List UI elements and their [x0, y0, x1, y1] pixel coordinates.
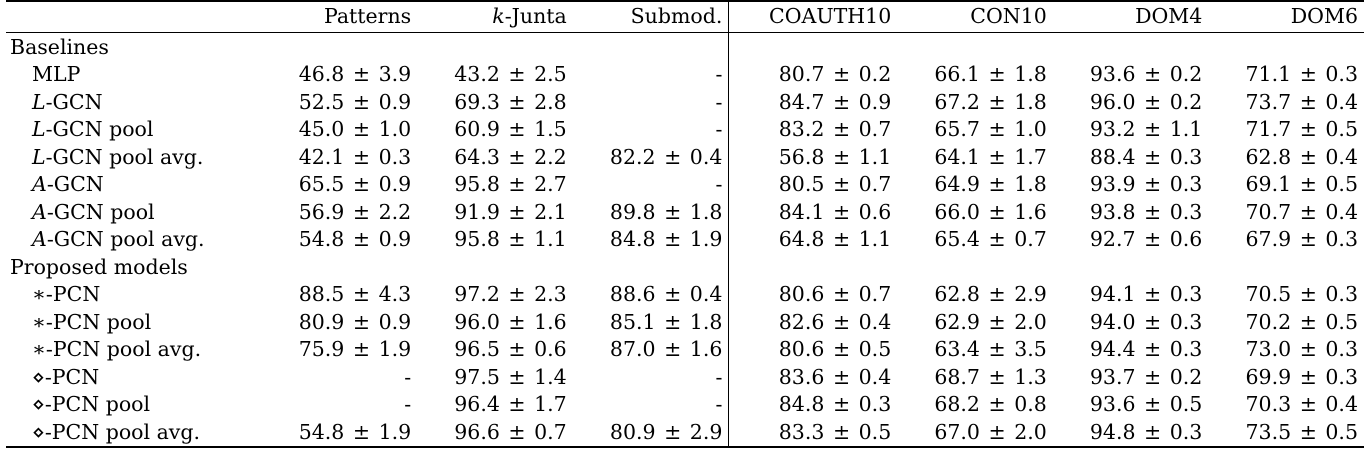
group-label: Proposed models	[10, 254, 188, 279]
table-cell: 63.4 ± 3.5	[934, 337, 1047, 361]
table-cell: 95.8 ± 2.7	[454, 172, 567, 196]
table-cell: 42.1 ± 0.3	[298, 144, 412, 169]
table-cell: 56.8 ± 1.1	[729, 143, 897, 171]
table-cell: 65.4 ± 0.7	[934, 227, 1047, 251]
table-cell: -	[715, 117, 723, 141]
bottom-rule-cell	[1208, 447, 1364, 450]
table-cell: 70.3 ± 0.4	[1245, 392, 1358, 416]
bottom-rule-cell	[729, 447, 897, 450]
table-cell: 64.3 ± 2.2	[454, 144, 567, 169]
table-cell: 85.1 ± 1.8	[609, 309, 723, 334]
table-row	[6, 61, 1364, 89]
table-cell: 70.7 ± 0.4	[1245, 199, 1358, 224]
table-cell: 80.5 ± 0.7	[729, 171, 897, 199]
group-spacer-cell	[417, 253, 573, 281]
table-cell: 80.7 ± 0.2	[729, 61, 897, 89]
table-cell: 84.8 ± 1.9	[609, 227, 723, 251]
table-cell: 73.7 ± 0.4	[1245, 89, 1358, 114]
table-cell: -	[715, 392, 723, 416]
table-cell: 71.1 ± 0.3	[1245, 62, 1358, 86]
results-table	[6, 0, 1364, 450]
table-cell: -	[715, 89, 723, 114]
table-cell: 94.8 ± 0.3	[1089, 419, 1203, 444]
row-model-label: L-GCN pool avg.	[32, 144, 204, 169]
table-cell: 45.0 ± 1.0	[298, 117, 412, 141]
group-spacer-cell	[729, 253, 897, 281]
group-row	[6, 33, 1364, 61]
table-cell: 82.6 ± 0.4	[729, 308, 897, 336]
table-cell: 92.7 ± 0.6	[1089, 227, 1203, 251]
bottom-rule-cell	[417, 447, 573, 450]
table-cell: 64.9 ± 1.8	[934, 172, 1047, 196]
bottom-rule-cell	[262, 447, 418, 450]
bottom-rule-cell	[1053, 447, 1209, 450]
table-cell: 64.8 ± 1.1	[729, 226, 897, 254]
table-cell: 94.1 ± 0.3	[1089, 282, 1203, 306]
table-cell: 70.2 ± 0.5	[1245, 309, 1358, 334]
table-row	[6, 281, 1364, 309]
table-bottom-rule	[6, 447, 1364, 450]
bottom-rule-cell	[897, 447, 1053, 450]
group-row	[6, 253, 1364, 281]
table-cell: 84.8 ± 0.3	[729, 391, 897, 419]
column-header-6: DOM4	[1053, 1, 1209, 33]
row-model-label: ⋄-PCN pool avg.	[32, 419, 201, 444]
table-cell: 94.4 ± 0.3	[1089, 337, 1203, 361]
column-header-0	[6, 1, 262, 33]
table-cell: 80.6 ± 0.7	[729, 281, 897, 309]
group-spacer-cell	[573, 253, 729, 281]
row-model-label: ⋄-PCN pool	[32, 392, 151, 416]
row-model-label: MLP	[32, 62, 81, 86]
table-cell: 71.7 ± 0.5	[1245, 117, 1358, 141]
table-row	[6, 418, 1364, 447]
table-cell: 67.0 ± 2.0	[934, 419, 1047, 444]
column-header-4: COAUTH10	[729, 1, 897, 33]
table-cell: 93.9 ± 0.3	[1089, 172, 1203, 196]
table-cell: 91.9 ± 2.1	[454, 199, 567, 224]
column-header-5: CON10	[897, 1, 1053, 33]
table-cell: 84.7 ± 0.9	[729, 88, 897, 116]
table-cell: 82.2 ± 0.4	[609, 144, 723, 169]
row-model-label: L-GCN	[32, 89, 103, 114]
table-header-row	[6, 1, 1364, 33]
table-cell: 83.6 ± 0.4	[729, 363, 897, 391]
group-spacer-cell	[897, 33, 1053, 61]
table-cell: 80.6 ± 0.5	[729, 336, 897, 364]
table-cell: 93.8 ± 0.3	[1089, 199, 1203, 224]
group-spacer-cell	[262, 33, 418, 61]
table-cell: 60.9 ± 1.5	[454, 117, 567, 141]
table-row	[6, 226, 1364, 254]
table-cell: 88.6 ± 0.4	[609, 282, 723, 306]
row-model-label: A-GCN pool	[32, 199, 155, 224]
table-cell: 89.8 ± 1.8	[609, 199, 723, 224]
table-cell: 75.9 ± 1.9	[298, 337, 412, 361]
table-cell: 83.2 ± 0.7	[729, 116, 897, 144]
group-spacer-cell	[262, 253, 418, 281]
column-header-1: Patterns	[262, 1, 418, 33]
group-spacer-cell	[573, 33, 729, 61]
table-cell: 80.9 ± 2.9	[609, 419, 723, 444]
table-cell: 93.7 ± 0.2	[1089, 364, 1203, 389]
table-cell: 69.9 ± 0.3	[1245, 364, 1358, 389]
table-row	[6, 363, 1364, 391]
table-cell: 62.8 ± 0.4	[1245, 144, 1358, 169]
row-model-label: ⋄-PCN	[32, 364, 100, 389]
table-cell: 84.1 ± 0.6	[729, 198, 897, 226]
table-cell: 64.1 ± 1.7	[934, 144, 1047, 169]
row-model-label: ∗-PCN	[32, 282, 101, 306]
table-cell: 62.8 ± 2.9	[934, 282, 1047, 306]
table-row	[6, 391, 1364, 419]
table-cell: 96.0 ± 0.2	[1089, 89, 1203, 114]
group-spacer-cell	[1053, 253, 1209, 281]
table-cell: 68.7 ± 1.3	[934, 364, 1047, 389]
table-cell: 83.3 ± 0.5	[729, 418, 897, 447]
table-cell: 87.0 ± 1.6	[609, 337, 723, 361]
column-header-2: k-Junta	[417, 1, 573, 33]
table-cell: 96.4 ± 1.7	[454, 392, 567, 416]
table-cell: 66.1 ± 1.8	[934, 62, 1047, 86]
table-cell: 69.3 ± 2.8	[454, 89, 567, 114]
table-cell: -	[404, 364, 412, 389]
table-cell: 93.6 ± 0.2	[1089, 62, 1203, 86]
row-model-label: L-GCN pool	[32, 117, 154, 141]
table-row	[6, 198, 1364, 226]
table-row	[6, 336, 1364, 364]
table-cell: 67.9 ± 0.3	[1245, 227, 1358, 251]
table-cell: 46.8 ± 3.9	[298, 62, 412, 86]
table-row	[6, 171, 1364, 199]
table-cell: 54.8 ± 0.9	[298, 227, 412, 251]
table-row	[6, 116, 1364, 144]
group-spacer-cell	[1208, 253, 1364, 281]
table-cell: 93.6 ± 0.5	[1089, 392, 1203, 416]
bottom-rule-cell	[573, 447, 729, 450]
table-cell: 52.5 ± 0.9	[298, 89, 412, 114]
table-cell: 65.5 ± 0.9	[298, 172, 412, 196]
table-cell: 65.7 ± 1.0	[934, 117, 1047, 141]
table-cell: 88.4 ± 0.3	[1089, 144, 1203, 169]
table-cell: -	[715, 62, 723, 86]
group-spacer-cell	[417, 33, 573, 61]
group-spacer-cell	[1053, 33, 1209, 61]
group-label: Baselines	[10, 34, 109, 59]
row-model-label: ∗-PCN pool	[32, 309, 152, 334]
table-cell: 67.2 ± 1.8	[934, 89, 1047, 114]
table-cell: 69.1 ± 0.5	[1245, 172, 1358, 196]
group-spacer-cell	[729, 33, 897, 61]
table-cell: 73.0 ± 0.3	[1245, 337, 1358, 361]
table-cell: 80.9 ± 0.9	[298, 309, 412, 334]
row-model-label: A-GCN pool avg.	[32, 227, 205, 251]
column-header-7: DOM6	[1208, 1, 1364, 33]
table-cell: 70.5 ± 0.3	[1245, 282, 1358, 306]
table-cell: 62.9 ± 2.0	[934, 309, 1047, 334]
table-cell: -	[715, 172, 723, 196]
group-spacer-cell	[897, 253, 1053, 281]
table-cell: 94.0 ± 0.3	[1089, 309, 1203, 334]
table-cell: 68.2 ± 0.8	[934, 392, 1047, 416]
table-cell: 56.9 ± 2.2	[298, 199, 412, 224]
table-row	[6, 88, 1364, 116]
table-row	[6, 143, 1364, 171]
table-cell: 96.0 ± 1.6	[454, 309, 567, 334]
table-row	[6, 308, 1364, 336]
table-cell: 96.5 ± 0.6	[454, 337, 567, 361]
table-cell: 43.2 ± 2.5	[454, 62, 567, 86]
table-cell: 96.6 ± 0.7	[454, 419, 567, 444]
table-cell: -	[715, 364, 723, 389]
column-header-3: Submod.	[573, 1, 729, 33]
row-model-label: A-GCN	[32, 172, 104, 196]
group-spacer-cell	[1208, 33, 1364, 61]
table-cell: -	[404, 392, 412, 416]
row-model-label: ∗-PCN pool avg.	[32, 337, 202, 361]
table-cell: 97.2 ± 2.3	[454, 282, 567, 306]
table-cell: 73.5 ± 0.5	[1245, 419, 1358, 444]
table-cell: 95.8 ± 1.1	[454, 227, 567, 251]
table-cell: 66.0 ± 1.6	[934, 199, 1047, 224]
table-cell: 93.2 ± 1.1	[1089, 117, 1203, 141]
table-cell: 54.8 ± 1.9	[298, 419, 412, 444]
table-cell: 88.5 ± 4.3	[298, 282, 412, 306]
table-cell: 97.5 ± 1.4	[454, 364, 567, 389]
bottom-rule-cell	[6, 447, 262, 450]
